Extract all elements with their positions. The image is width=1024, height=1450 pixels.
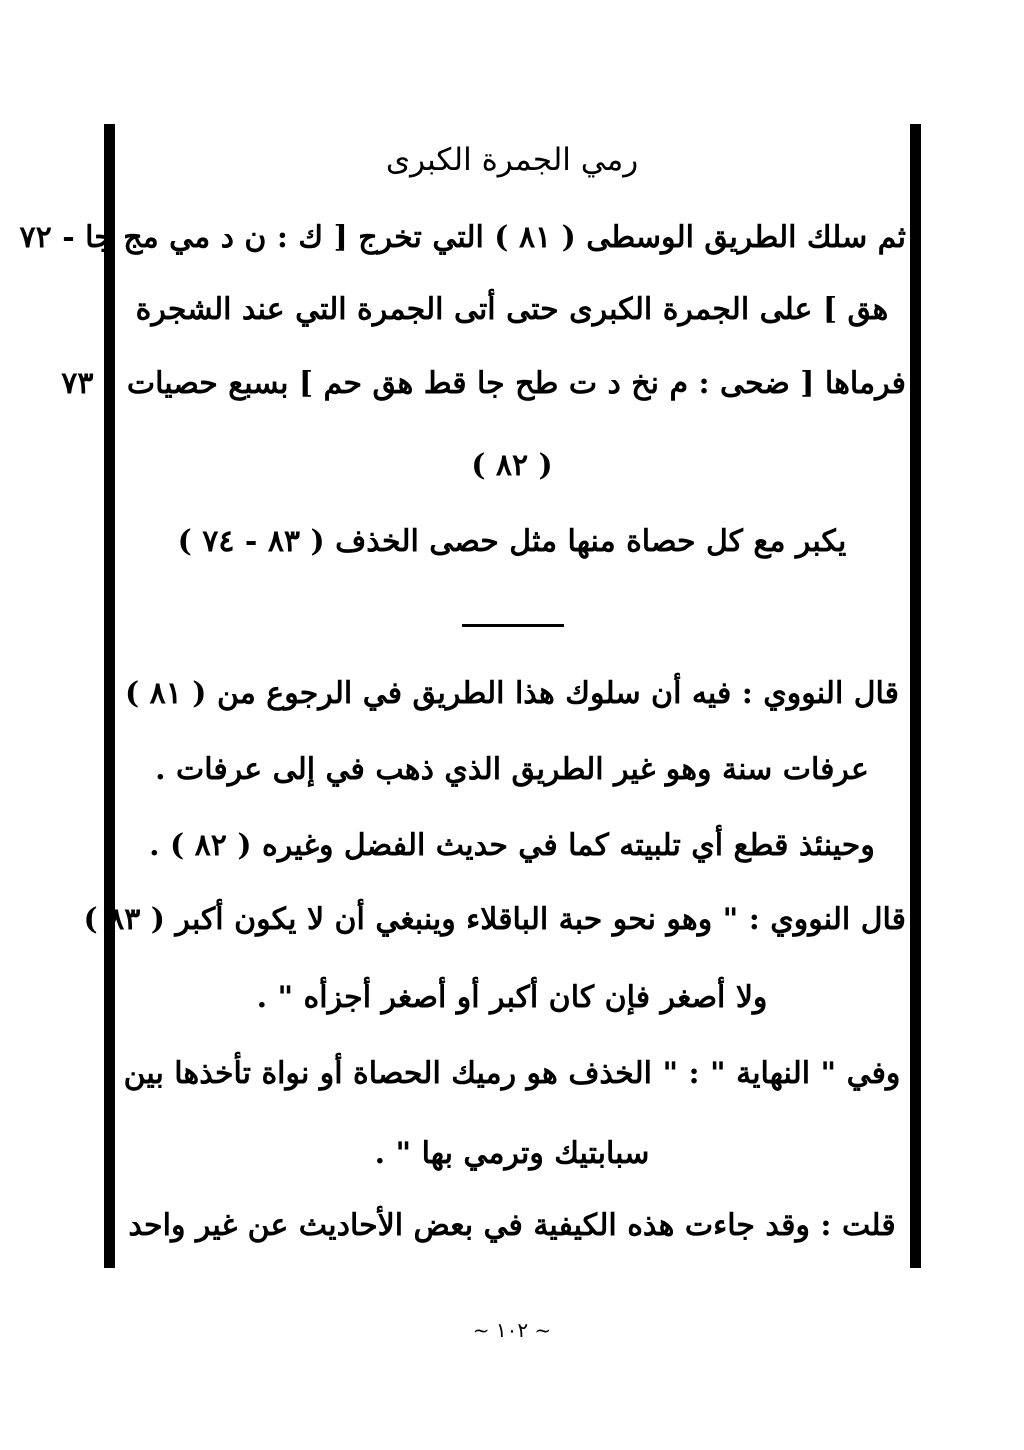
page-title: رمي الجمرة الكبرى — [385, 142, 639, 178]
note-line: وحينئذ قطع أي تلبيته كما في حديث الفضل وغيره ( ٨٢ ) . — [149, 828, 875, 863]
page-number: ~ ١٠٢ ~ — [472, 1318, 552, 1342]
note-line: قال النووي : فيه أن سلوك هذا الطريق في الرجوع من ( ٨١ ) — [124, 676, 900, 711]
hadith-line: ثم سلك الطريق الوسطى ( ٨١ ) التي تخرج [ ك : ن د مي مج جا - ٧٢ — [19, 220, 906, 255]
hadith-line: يكبر مع كل حصاة منها مثل حصى الخذف ( ٨٣ - ٧٤ ) — [177, 524, 847, 559]
note-line: عرفات سنة وهو غير الطريق الذي ذهب في إلى عرفات . — [155, 752, 869, 787]
hadith-line: فرماها [ ضحى : م نخ د ت طح جا قط هق حم ] بسبع حصيات - ٧٣ — [61, 366, 906, 401]
note-line: قال النووي : " وهو نحو حبة الباقلاء وينبغي أن لا يكون أكبر ( ٨٣ ) — [83, 902, 906, 937]
hadith-line: هق ] على الجمرة الكبرى حتى أتى الجمرة التي عند الشجرة — [135, 292, 889, 327]
section-divider — [462, 624, 564, 627]
right-border-bar — [910, 124, 921, 1268]
left-border-bar — [104, 124, 115, 1268]
note-line: ولا أصغر فإن كان أكبر أو أصغر أجزأه " . — [256, 980, 768, 1015]
note-line: سبابتيك وترمي بها " . — [374, 1136, 650, 1171]
note-line: قلت : وقد جاءت هذه الكيفية في بعض الأحاديث عن غير واحد — [128, 1208, 896, 1243]
hadith-line: ( ٨٢ ) — [471, 448, 553, 483]
note-line: وفي " النهاية " : " الخذف هو رميك الحصاة أو نواة تأخذها بين — [123, 1056, 901, 1091]
